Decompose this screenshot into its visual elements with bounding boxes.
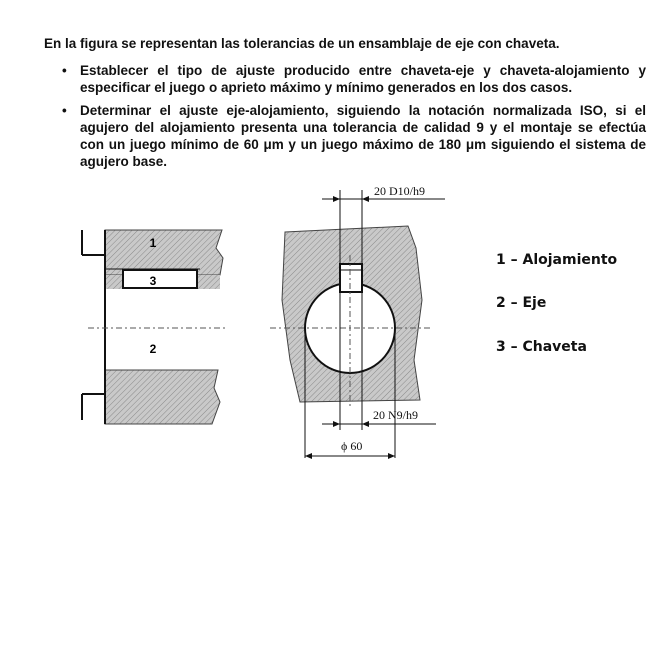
key-section xyxy=(340,264,362,292)
assembly-figure xyxy=(0,175,672,475)
cross-section-view xyxy=(270,184,445,459)
legend-shaft: 2 – Eje xyxy=(496,295,547,311)
legend-housing: 1 – Alojamiento xyxy=(496,252,618,268)
shaft-lower-section xyxy=(105,370,220,424)
task-item-2: • Determinar el ajuste eje-alojamiento, siguiendo la notación normalizada ISO, si el agujero del alojamiento presenta una tolerancia de calidad 9 y el montaje se efectúa con un juego mínimo de 60 μm y un juego máximo de 180 μm siguiendo el sistema de agujero base. xyxy=(62,102,646,170)
bottom-dimension-label: 20 N9/h9 xyxy=(373,408,418,422)
side-view xyxy=(82,230,228,424)
diameter-dimension-label: ϕ 60 xyxy=(341,439,363,453)
housing-upper-section xyxy=(105,230,223,275)
side-label-key: 3 xyxy=(149,274,157,288)
side-label-housing: 1 xyxy=(149,236,157,250)
top-dimension-label: 20 D10/h9 xyxy=(374,184,425,198)
legend-key: 3 – Chaveta xyxy=(496,339,587,355)
intro-text: En la figura se representan las tolerancias de un ensamblaje de eje con chaveta. xyxy=(44,36,560,51)
task-list xyxy=(62,62,646,176)
side-label-shaft: 2 xyxy=(149,342,157,356)
key-rectangle xyxy=(123,270,197,288)
task-item-1: • Establecer el tipo de ajuste producido entre chaveta-eje y chaveta-alojamiento y especificar el juego o aprieto máximo y mínimo generados en los dos casos. xyxy=(62,62,646,96)
